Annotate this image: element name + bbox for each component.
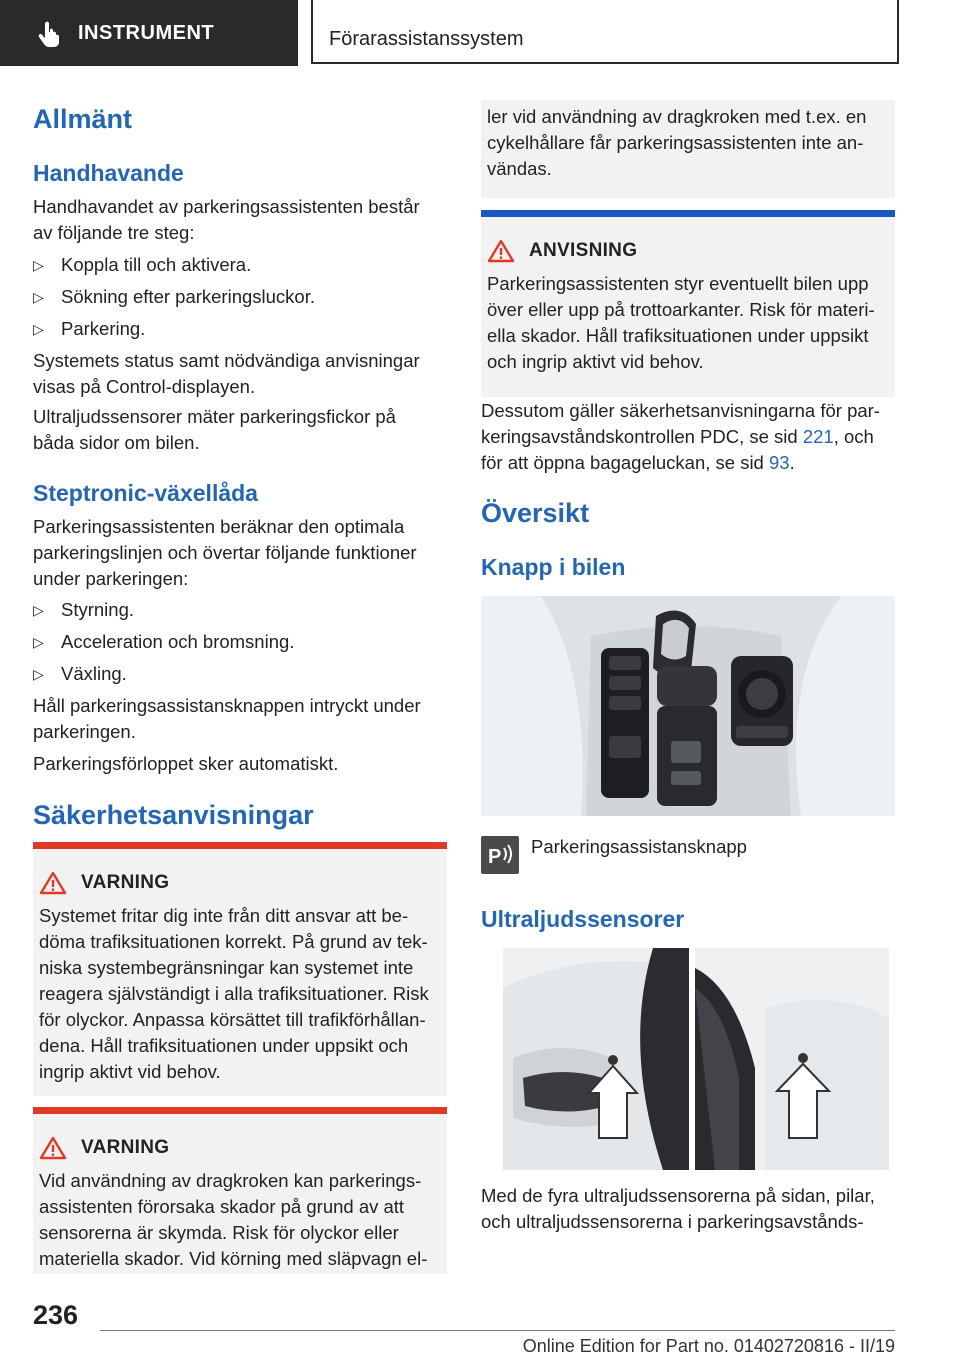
list-item: ▷ Parkering. <box>33 316 145 342</box>
hand-touch-icon <box>36 19 64 47</box>
paragraph-med: Med de fyra ultraljudssensorerna på sidan, pilar, och ultraljudssensorerna i parkeringsavstånds- <box>481 1185 875 1232</box>
warning-head: VARNING <box>39 1136 169 1160</box>
notice-box <box>481 210 895 397</box>
warning-text: ler vid användning av dragkroken med t.ex. en cykelhållare får parkeringsassistenten inte an- vändas. <box>487 106 867 179</box>
notice-head: ANVISNING <box>487 239 637 263</box>
paragraph-dessutom: Dessutom gäller säkerhetsanvisningarna för par- keringsavståndskontrollen PDC, se sid 221, och för att öppna bagageluckan, se sid 93. <box>481 400 880 473</box>
section-title: INSTRUMENT <box>78 21 215 44</box>
side-panel-image <box>695 948 889 1170</box>
heading-sakerhet: Säkerhetsanvisningar <box>33 800 314 830</box>
footer-divider <box>100 1330 895 1331</box>
paragraph-hall: Håll parkeringsassistansknappen intryckt under parkeringen. <box>33 695 421 742</box>
heading-ultra: Ultraljudssensorer <box>481 906 685 932</box>
heading-allmant: Allmänt <box>33 104 133 134</box>
list-item: ▷ Koppla till och aktivera. <box>33 252 251 278</box>
page-header <box>0 0 960 66</box>
parking-assist-button-icon <box>481 836 519 874</box>
triangle-bullet-icon: ▷ <box>33 289 44 305</box>
heading-handhavande: Handhavande <box>33 160 184 186</box>
warning-head: VARNING <box>39 871 169 895</box>
section-tab <box>0 0 298 66</box>
list-item: ▷ Acceleration och bromsning. <box>33 629 294 655</box>
warning-text: Systemet fritar dig inte från ditt ansvar att be- döma trafiksituationen korrekt. På grund av tek- niska systembegränsningar kan systemet inte reagera självständigt i alla trafiksituationer. Risk för olyckor. Anpassa körsättet till trafikförhållan- dena. Håll trafiksituationen under uppsikt och ingrip aktivt vid behov. <box>39 905 429 1082</box>
heading-steptronic: Steptronic-växellåda <box>33 480 258 506</box>
paragraph-handhavande: Handhavandet av parkeringsassistenten består av följande tre steg: <box>33 196 420 243</box>
paragraph-status: Systemets status samt nödvändiga anvisningar visas på Control-displayen. <box>33 350 420 397</box>
center-console-image <box>481 596 895 816</box>
triangle-bullet-icon: ▷ <box>33 666 44 682</box>
paragraph-steptronic: Parkeringsassistenten beräknar den optimala parkeringslinjen och övertar följande funktioner under parkeringen: <box>33 516 417 589</box>
list-item: ▷ Sökning efter parkeringsluckor. <box>33 284 315 310</box>
notice-text: Parkeringsassistenten styr eventuellt bilen upp över eller upp på trottoarkanter. Risk för materi- ella skador. Håll trafiksituationen under uppsikt och ingrip aktivt vid behov. <box>487 273 875 372</box>
paragraph-ultra: Ultraljudssensorer mäter parkeringsfickor på båda sidor om bilen. <box>33 406 396 453</box>
footer-edition: Online Edition for Part no. 01402720816 - II/19 <box>522 1336 895 1356</box>
warning-box <box>33 842 447 1096</box>
page-number: 236 <box>33 1300 79 1330</box>
triangle-bullet-icon: ▷ <box>33 602 44 618</box>
list-item: ▷ Styrning. <box>33 597 134 623</box>
triangle-bullet-icon: ▷ <box>33 321 44 337</box>
paragraph-auto: Parkeringsförloppet sker automatiskt. <box>33 753 339 774</box>
warning-box <box>33 1107 447 1274</box>
triangle-bullet-icon: ▷ <box>33 634 44 650</box>
front-bumper-image <box>503 948 689 1170</box>
center-console-drawing <box>481 596 895 816</box>
button-caption: Parkeringsassistansknapp <box>531 836 747 857</box>
warning-triangle-icon <box>39 1136 67 1160</box>
triangle-bullet-icon: ▷ <box>33 257 44 273</box>
chapter-tab <box>311 0 899 64</box>
warning-triangle-icon <box>487 239 515 263</box>
list-item: ▷ Växling. <box>33 661 127 687</box>
warning-text: Vid användning av dragkroken kan parkerings- assistenten förorsaka skador på grund av att sensorerna är skymda. Risk för olyckor eller materiella skador. Vid körning med släpvagn el- <box>39 1170 428 1269</box>
chapter-title: Förarassistanssystem <box>329 28 524 50</box>
heading-oversikt: Översikt <box>481 498 590 528</box>
page-link-221[interactable]: 221 <box>802 426 834 447</box>
warning-triangle-icon <box>39 871 67 895</box>
svg-text:P: P <box>488 846 502 868</box>
page-link-93[interactable]: 93 <box>768 452 790 473</box>
heading-knapp: Knapp i bilen <box>481 554 626 580</box>
warning-box-continued <box>481 100 895 198</box>
